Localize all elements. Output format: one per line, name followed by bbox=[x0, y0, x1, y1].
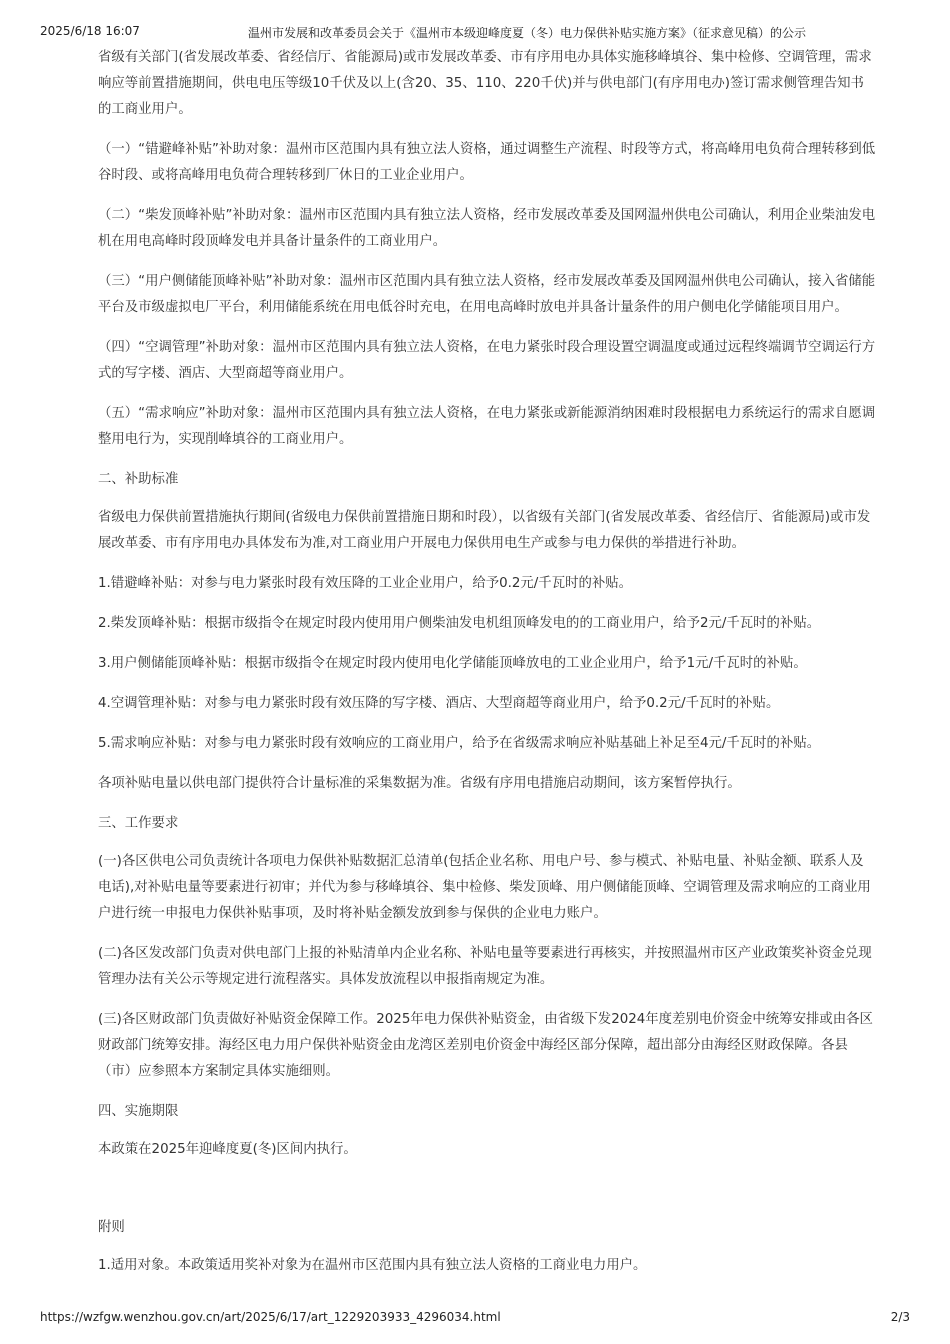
paragraph-requirement-2: (二)各区发改部门负责对供电部门上报的补贴清单内企业名称、补贴电量等要素进行再核实，并按照温州市区产业政策奖补资金兑现管理办法有关公示等规定进行流程落实。具体发放流程以申报指南规定为准。 bbox=[98, 946, 872, 987]
page-number: 2/3 bbox=[890, 1310, 910, 1324]
section-heading-standards: 二、补助标准 bbox=[98, 472, 179, 487]
paragraph-object-3: （三）“用户侧储能顶峰补贴”补助对象：温州市区范围内具有独立法人资格，经市发展改革委及国网温州供电公司确认，接入省储能平台及市级虚拟电厂平台，利用储能系统在用电低谷时充电，在用电高峰时放电并具备计量条件的用户侧电化学储能项目用户。 bbox=[98, 274, 876, 315]
paragraph-standard-3: 3.用户侧储能顶峰补贴：根据市级指令在规定时段内使用电化学储能顶峰放电的工业企业用户，给予1元/千瓦时的补贴。 bbox=[98, 656, 807, 671]
page-title: 温州市发展和改革委员会关于《温州市本级迎峰度夏（冬）电力保供补贴实施方案》（征求意见稿）的公示 bbox=[248, 26, 807, 40]
paragraph-requirement-3: (三)各区财政部门负责做好补贴资金保障工作。2025年电力保供补贴资金，由省级下发2024年度差别电价资金中统筹安排或由各区财政部门统筹安排。海经区电力用户保供补贴资金由龙湾区差别电价资金中海经区部分保障，超出部分由海经区财政保障。各县（市）应参照本方案制定具体实施细则。 bbox=[98, 1012, 873, 1079]
paragraph-standards-intro: 省级电力保供前置措施执行期间(省级电力保供前置措施日期和时段），以省级有关部门(省发展改革委、省经信厅、省能源局)或市发展改革委、市有序用电办具体发布为准,对工商业用户开展电力保供用电生产或参与电力保供的举措进行补助。 bbox=[98, 510, 871, 551]
paragraph-object-5: （五）“需求响应”补助对象：温州市区范围内具有独立法人资格，在电力紧张或新能源消纳困难时段根据电力系统运行的需求自愿调整用电行为，实现削峰填谷的工商业用户。 bbox=[98, 406, 876, 447]
article-body bbox=[98, 45, 876, 1293]
source-url-link[interactable]: https://wzfgw.wenzhou.gov.cn/art/2025/6/17/art_1229203933_4296034.html bbox=[40, 1310, 501, 1324]
paragraph-object-1: （一）“错避峰补贴”补助对象：温州市区范围内具有独立法人资格，通过调整生产流程、时段等方式，将高峰用电负荷合理转移到低谷时段、或将高峰用电负荷合理转移到厂休日的工业企业用户。 bbox=[98, 142, 876, 183]
section-heading-appendix: 附则 bbox=[98, 1220, 125, 1235]
print-datetime: 2025/6/18 16:07 bbox=[40, 24, 140, 38]
paragraph-standard-2: 2.柴发顶峰补贴：根据市级指令在规定时段内使用用户侧柴油发电机组顶峰发电的的工商业用户，给予2元/千瓦时的补贴。 bbox=[98, 616, 821, 631]
paragraph-requirement-1: (一)各区供电公司负责统计各项电力保供补贴数据汇总清单(包括企业名称、用电户号、参与模式、补贴电量、补贴金额、联系人及电话),对补贴电量等要素进行初审；并代为参与移峰填谷、集中检修、柴发顶峰、用户侧储能顶峰、空调管理及需求响应的工商业用户进行统一申报电力保供补贴事项，及时将补贴金额发放到参与保供的企业电力账户。 bbox=[98, 854, 871, 921]
section-heading-requirements: 三、工作要求 bbox=[98, 816, 179, 831]
paragraph-object-2: （二）“柴发顶峰补贴”补助对象：温州市区范围内具有独立法人资格，经市发展改革委及国网温州供电公司确认，利用企业柴油发电机在用电高峰时段顶峰发电并具备计量条件的工商业用户。 bbox=[98, 208, 876, 249]
paragraph-standard-4: 4.空调管理补贴：对参与电力紧张时段有效压降的写字楼、酒店、大型商超等商业用户，给予0.2元/千瓦时的补贴。 bbox=[98, 696, 780, 711]
section-heading-period: 四、实施期限 bbox=[98, 1104, 179, 1119]
paragraph-standard-1: 1.错避峰补贴：对参与电力紧张时段有效压降的工业企业用户，给予0.2元/千瓦时的补贴。 bbox=[98, 576, 633, 591]
paragraph-standard-5: 5.需求响应补贴：对参与电力紧张时段有效响应的工商业用户，给予在省级需求响应补贴基础上补足至4元/千瓦时的补贴。 bbox=[98, 736, 821, 751]
paragraph-period: 本政策在2025年迎峰度夏(冬)区间内执行。 bbox=[98, 1142, 357, 1157]
paragraph-scope: 省级有关部门(省发展改革委、省经信厅、省能源局)或市发展改革委、市有序用电办具体实施移峰填谷、集中检修、空调管理，需求响应等前置措施期间，供电电压等级10千伏及以上(含20、35、110、220千伏)并与供电部门(有序用电办)签订需求侧管理告知书的工商业用户。 bbox=[98, 50, 872, 117]
paragraph-object-4: （四）“空调管理”补助对象：温州市区范围内具有独立法人资格，在电力紧张时段合理设置空调温度或通过远程终端调节空调运行方式的写字楼、酒店、大型商超等商业用户。 bbox=[98, 340, 876, 381]
spacer bbox=[98, 1177, 876, 1215]
paragraph-metering-note: 各项补贴电量以供电部门提供符合计量标准的采集数据为准。省级有序用电措施启动期间，该方案暂停执行。 bbox=[98, 776, 741, 791]
paragraph-appendix-1: 1.适用对象。本政策适用奖补对象为在温州市区范围内具有独立法人资格的工商业电力用户。 bbox=[98, 1258, 647, 1273]
